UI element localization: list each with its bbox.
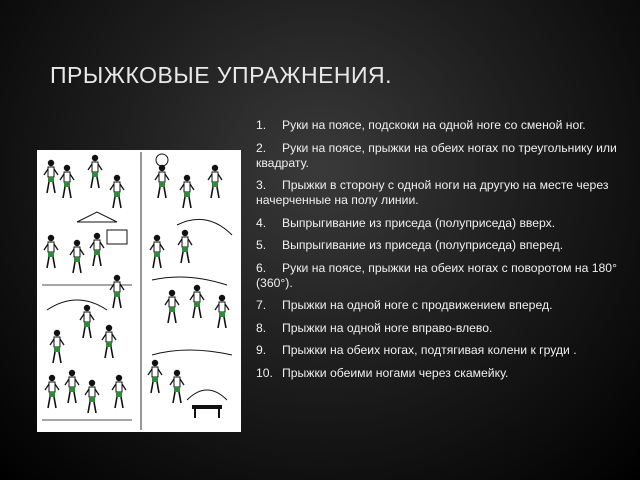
slide-title: ПРЫЖКОВЫЕ УПРАЖНЕНИЯ. — [50, 62, 393, 88]
list-item: 6. Руки на поясе, прыжки на обеих ногах с поворотом на 180° (360°). — [256, 260, 617, 290]
exercise-list — [256, 118, 626, 388]
list-item: 8. Прыжки на одной ноге вправо-влево. — [256, 320, 493, 335]
list-item: 1. Руки на поясе, подскоки на одной ноге со сменой ног. — [256, 118, 586, 132]
list-item: 2. Руки на поясе, прыжки на обеих ногах по треугольнику или квадрату. — [256, 140, 617, 170]
list-item: 3. Прыжки в сторону с одной ноги на другую на месте через начерченные на полу линии. — [256, 178, 609, 207]
exercise-illustration — [37, 150, 241, 432]
list-item: 7. Прыжки на одной ноге с продвижением вперед. — [256, 298, 553, 312]
list-item: 5. Выпрыгивание из приседа (полуприседа) вперед. — [256, 238, 564, 252]
list-item: 9. Прыжки на обеих ногах, подтягивая колени к груди . — [256, 343, 577, 357]
list-item: 4. Выпрыгивание из приседа (полуприседа) вверх. — [256, 215, 556, 230]
list-item: 10. Прыжки обеими ногами через скамейку. — [256, 365, 509, 380]
